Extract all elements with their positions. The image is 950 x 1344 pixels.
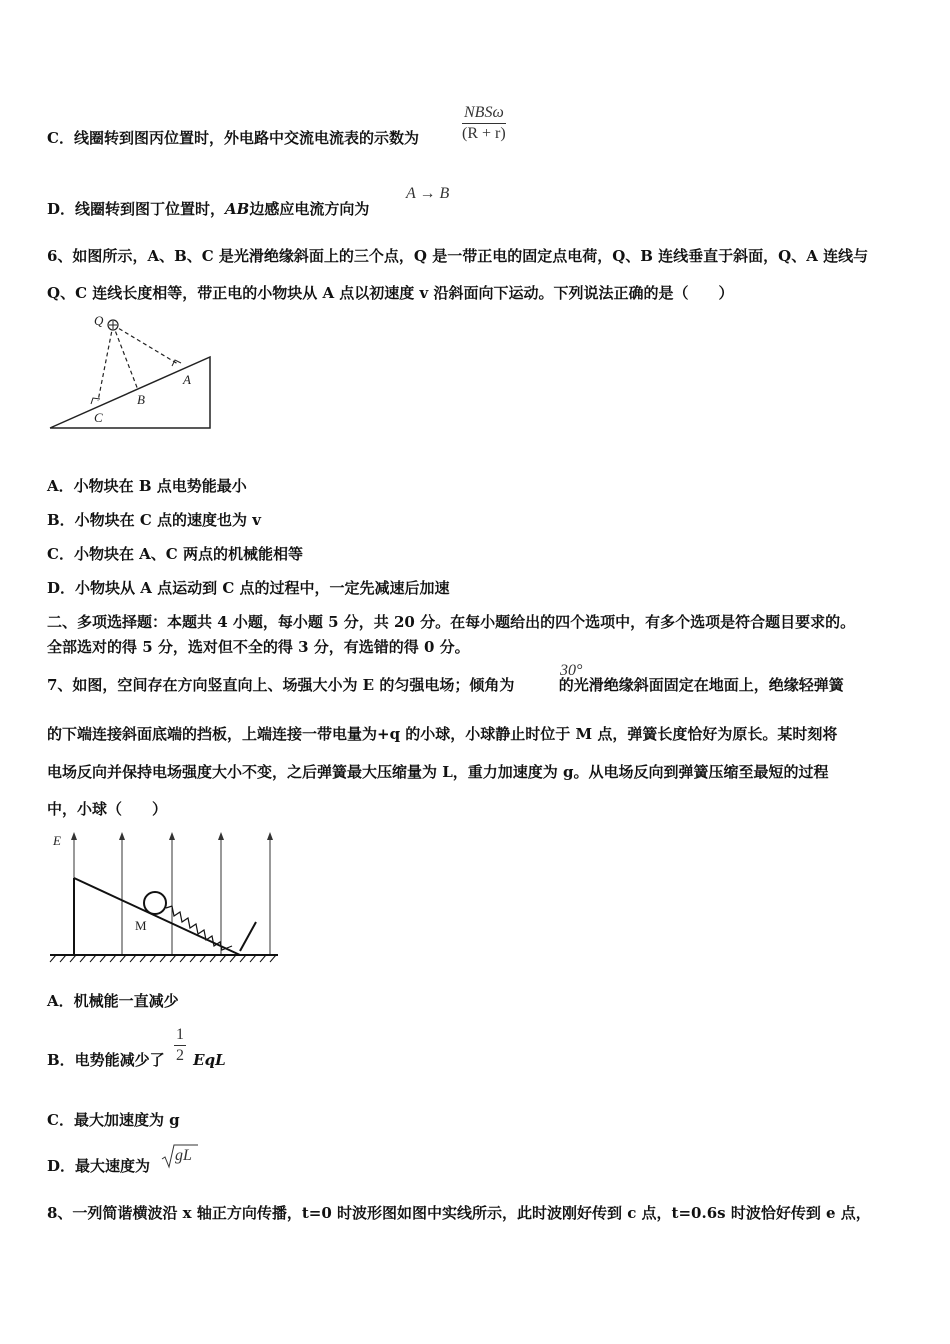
q5-option-c-text: C．线圈转到图丙位置时，外电路中交流电流表的示数为 [47, 129, 419, 147]
q7-option-d-prefix: D．最大速度为 [47, 1157, 151, 1175]
field-arrowhead-5 [267, 832, 273, 840]
q7-stem-line2: 的下端连接斜面底端的挡板，上端连接一带电量为+q 的小球，小球静止时位于 M 点，弹簧长度恰好为原长。某时刻将 [47, 725, 838, 743]
q5-option-d-mid: 边感应电流方向为 [249, 200, 370, 218]
q7-option-b [47, 1050, 226, 1070]
q6-stem-line2: Q、C 连线长度相等，带正电的小物块从 A 点以初速度 v 沿斜面向下运动。下列说法正确的是（ ） [47, 284, 734, 302]
q7-option-d [47, 1156, 150, 1176]
q7-option-a: A．机械能一直减少 [47, 992, 179, 1010]
fraction-denominator: (R + r) [462, 125, 506, 142]
fraction-denominator: 2 [176, 1047, 184, 1064]
q7-option-c: C．最大加速度为 g [47, 1111, 180, 1129]
label-e: E [53, 833, 61, 848]
q5-option-d-ab: AB [225, 200, 250, 218]
field-arrowhead-4 [218, 832, 224, 840]
section2-line2: 全部选对的得 5 分，选对但不全的得 3 分，有选错的得 0 分。 [47, 638, 470, 656]
section2-line1: 二、多项选择题：本题共 4 小题，每小题 5 分，共 20 分。在每小题给出的四个选项中，有多个选项是符合题目要求的。 [47, 613, 856, 631]
spring-coil [166, 906, 232, 950]
q6-option-d: D．小物块从 A 点运动到 C 点的过程中，一定先减速后加速 [47, 579, 450, 597]
fraction-numerator: 1 [174, 1025, 186, 1046]
ball-m [144, 892, 166, 914]
q7-option-b-prefix: B．电势能减少了 [47, 1051, 165, 1069]
ground-hatch [50, 955, 276, 962]
baffle-plate [240, 922, 256, 951]
label-m: M [135, 918, 147, 933]
label-a: A [183, 372, 191, 387]
fraction-numerator: NBSω [462, 103, 506, 124]
q6-option-c: C．小物块在 A、C 两点的机械能相等 [47, 545, 303, 563]
q7-option-d-math: gL [175, 1147, 192, 1164]
q7-stem-line4: 中，小球（ ） [47, 800, 168, 818]
q7-stem-line1-b: 的光滑绝缘斜面固定在地面上，绝缘轻弹簧 [558, 676, 844, 694]
q7-option-b-fraction [174, 1025, 186, 1066]
label-q: Q [94, 313, 104, 328]
label-c: C [94, 410, 103, 425]
q7-option-b-suffix: EqL [193, 1051, 226, 1069]
q5-option-d-math: A → B [406, 185, 450, 202]
label-b: B [137, 392, 145, 407]
q7-angle: 30° [560, 662, 583, 679]
incline-slope [74, 878, 240, 955]
q6-stem-line1: 6、如图所示，A、B、C 是光滑绝缘斜面上的三个点，Q 是一带正电的固定点电荷，Q、B 连线垂直于斜面，Q、A 连线与 [47, 247, 869, 265]
q7-stem-line1-a: 7、如图，空间存在方向竖直向上、场强大小为 E 的匀强电场；倾角为 [47, 676, 515, 694]
q5-option-d-prefix: D．线圈转到图丁位置时， [47, 200, 226, 218]
field-arrowhead-2 [119, 832, 125, 840]
q6-option-a: A．小物块在 B 点电势能最小 [47, 477, 247, 495]
q8-stem-line1: 8、一列简谐横波沿 x 轴正方向传播，t=0 时波形图如图中实线所示，此时波刚好传到 c 点，t=0.6s 时波恰好传到 e 点， [47, 1204, 871, 1222]
q6-option-b: B．小物块在 C 点的速度也为 v [47, 511, 262, 529]
q7-stem-line3: 电场反向并保持电场强度大小不变，之后弹簧最大压缩量为 L，重力加速度为 g。从电场反向到弹簧压缩至最短的过程 [47, 763, 829, 781]
field-arrowhead-3 [169, 832, 175, 840]
field-arrowhead-1 [71, 832, 77, 840]
